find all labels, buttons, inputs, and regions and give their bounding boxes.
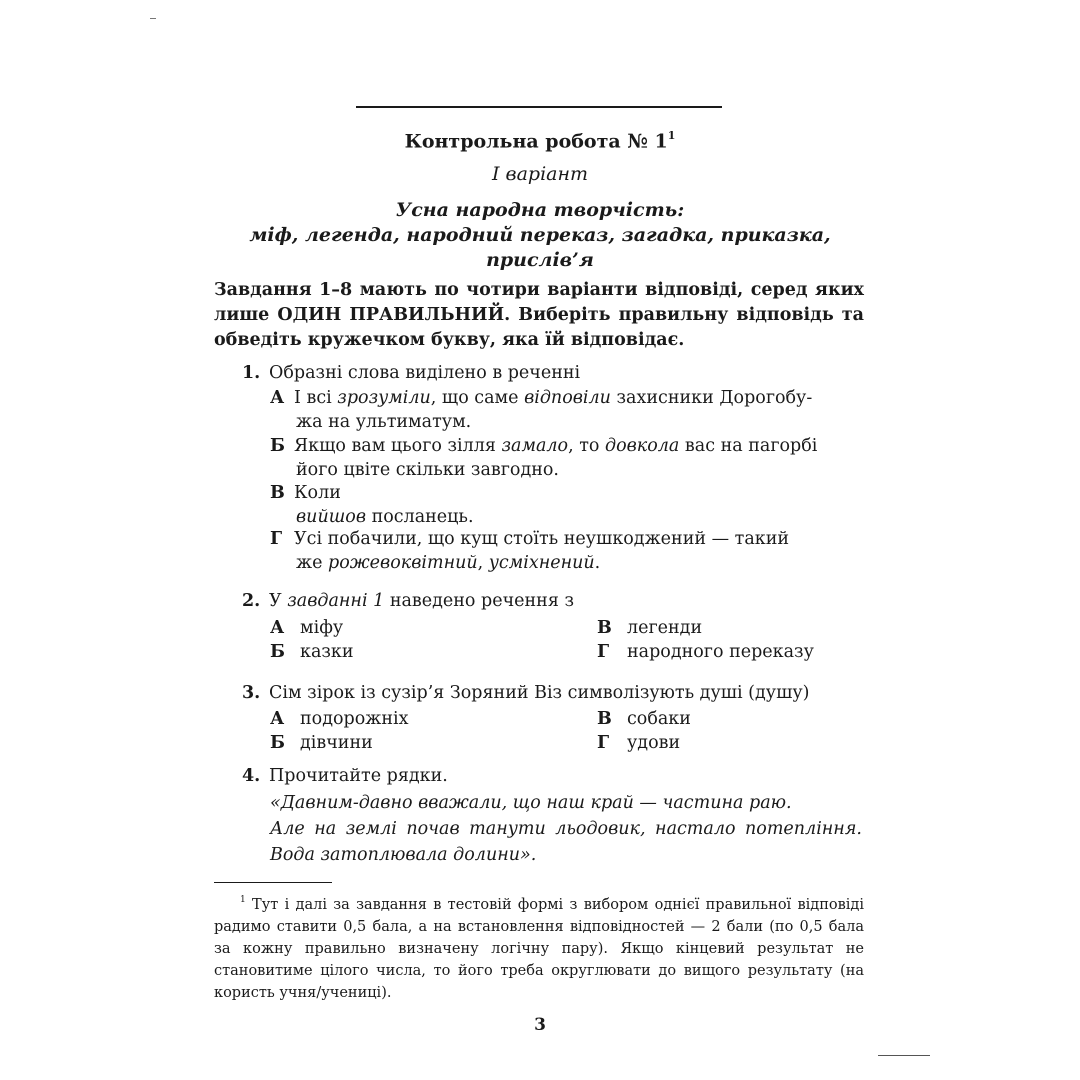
q3-option-a[interactable]: А подорожніх [270,709,409,729]
question-text: Образні слова виділено в реченні [269,363,581,383]
q3-option-b[interactable]: Б дівчини [270,733,373,753]
question-text: Сім зірок із сузір’я Зоряний Віз символізують душі (душу) [269,683,810,703]
footnote-mark: 1 [240,895,246,905]
top-rule [356,106,722,108]
q2-option-a[interactable]: А міфу [270,618,344,638]
question-4 [242,764,867,788]
question-1 [242,361,867,385]
instructions-emphasis: ОДИН ПРАВИЛЬНИЙ [277,305,505,325]
variant-label: І варіант [491,163,589,185]
topic-heading [210,198,870,273]
quoted-passage: «Давним-давно вважали, що наш край — частина раю. Але на землі почав танути льодовик, настало потепління. Вода затоплювала долини». [270,793,862,865]
instructions: Завдання 1–8 мають по чотири варіанти відповіді, серед яких лише ОДИН ПРАВИЛЬНИЙ. Виберіть правильну відповідь та обведіть кружечком букву, яка їй відповідає. [214,280,864,350]
option-letter[interactable]: Б [270,642,285,662]
question-2: 2. У завданні 1 наведено речення з [242,591,574,611]
option-letter[interactable]: Б [270,733,285,753]
footnote-text: Тут і далі за завдання в тестовій формі з вибором однієї правильної відповіді радимо ставити 0,5 бала, а на встановлення відповідностей — 2 бали (по 0,5 бала за кожну правильно визначену логічну пару). Якщо кінцевий результат не становитиме цілого числа, то його треба округлювати до вищого результату (на користь учня/учениці). [214,896,864,1001]
question-text: Прочитайте рядки. [269,766,448,786]
option-letter[interactable]: А [270,388,285,408]
q1-option-g[interactable]: Г Усі побачили, що кущ стоїть неушкоджений — такий же рожевоквітний, усміхнений. [270,529,790,573]
q2-option-v[interactable]: В легенди [597,618,703,638]
option-letter[interactable]: В [270,483,285,503]
footnote-rule [214,882,332,883]
test-title-text: Контрольна робота № 1 [404,130,668,153]
topic-line-2: міф, легенда, народний переказ, загадка, приказка, прислів’я [249,224,831,271]
q2-option-b[interactable]: Б казки [270,642,354,662]
option-letter[interactable]: Б [270,436,285,456]
q2-option-g[interactable]: Г народного переказу [597,642,814,662]
footnote-mark: 1 [667,129,676,142]
page-number: 3 [534,1015,546,1035]
footnote [214,890,864,1004]
option-letter[interactable]: Г [597,733,610,753]
question-number: 4. [242,766,261,786]
question-number: 2. [242,591,261,611]
question-number: 3. [242,683,261,703]
q1-option-b[interactable]: Б Якщо вам цього зілля замало, то довкола вас на пагорбі його цвіте скільки завгодно. [270,436,818,480]
q3-option-g[interactable]: Г удови [597,733,681,753]
option-letter[interactable]: Г [597,642,610,662]
option-letter[interactable]: А [270,709,285,729]
q1-option-v[interactable]: В Коли вийшов посланець. [270,483,474,527]
option-letter[interactable]: Г [270,529,283,549]
option-letter[interactable]: В [597,618,612,638]
option-letter[interactable]: А [270,618,285,638]
option-letter[interactable]: В [597,709,612,729]
scan-mark [150,18,156,19]
topic-line-1: Усна народна творчість: [395,199,685,221]
q3-option-v[interactable]: В собаки [597,709,691,729]
question-number: 1. [242,363,261,383]
question-3 [242,681,867,705]
bottom-rule [878,1055,930,1056]
q1-option-a[interactable]: А І всі зрозуміли, що саме відповіли захисники Дорогобу- жа на ультиматум. [270,388,813,432]
test-title [210,130,870,152]
